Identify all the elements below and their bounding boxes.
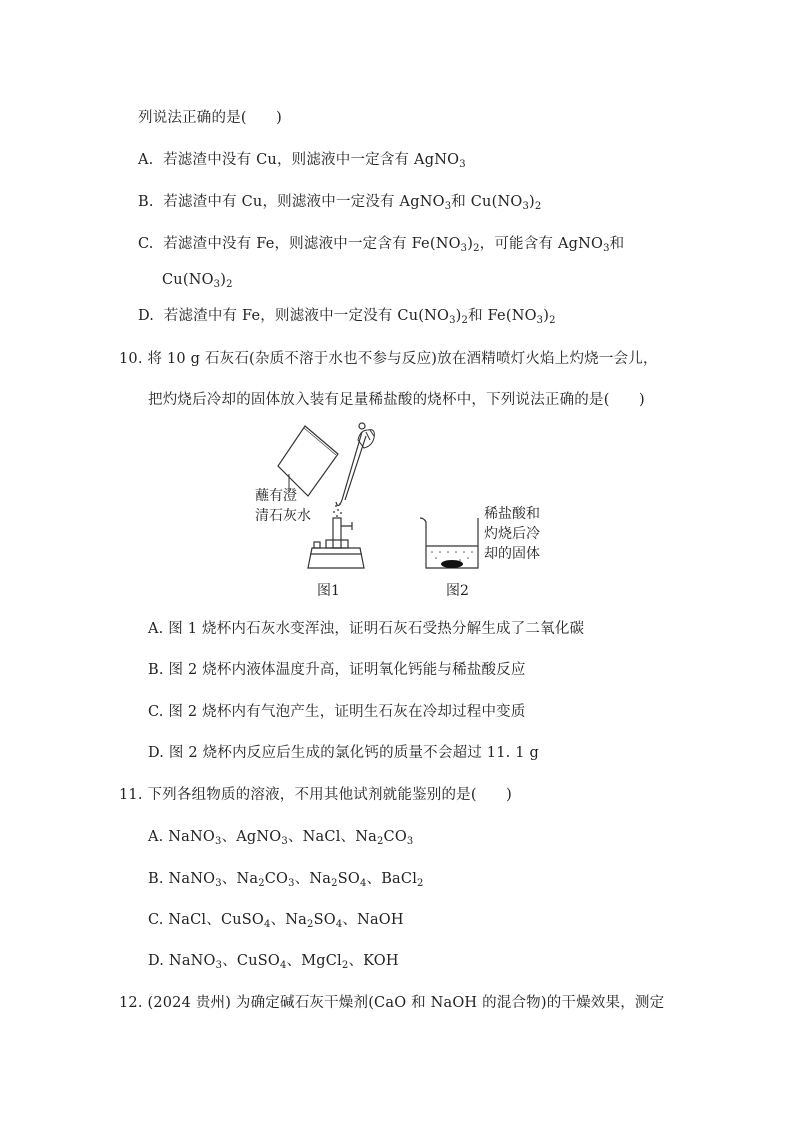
q9-option-c-continued: $Cu(NO_3)_2$ (162, 272, 233, 290)
fig1-label-line2: 清石灰水 (255, 508, 311, 524)
q10-figure (250, 418, 560, 603)
q9-option-c: C. 若滤渣中没有 Fe，则滤液中一定含有 $Fe(NO_3)_2$，可能含有 AgNO$_3$和 (138, 236, 625, 254)
q10-stem-line1: 10. 将 10 g 石灰石(杂质不溶于水也不参与反应)放在酒精喷灯火焰上灼烧一会儿， (119, 351, 658, 367)
q10-option-b: B. 图 2 烧杯内液体温度升高，证明氧化钙能与稀盐酸反应 (148, 662, 526, 678)
fig1-beaker (278, 426, 338, 496)
q10-option-c: C. 图 2 烧杯内有气泡产生，证明生石灰在冷却过程中变质 (148, 704, 526, 720)
fig2-label-line3: 却的固体 (484, 546, 540, 562)
q9-stem-tail: 列说法正确的是( ) (138, 110, 283, 126)
q12-stem: 12. (2024 贵州) 为确定碱石灰干燥剂(CaO 和 NaOH 的混合物)的干燥效果，测定 (119, 995, 665, 1011)
fig2-label-line2: 灼烧后冷 (484, 526, 540, 542)
fig2-solid (441, 560, 463, 568)
fig1-tongs (336, 423, 366, 506)
q9-option-a: A. 若滤渣中没有 Cu，则滤液中一定含有 AgNO$_3$ (138, 152, 466, 170)
q11-option-b: B. NaNO$_3$、$Na_2CO_3$、$Na_2SO_4$、BaCl$_2$ (148, 871, 424, 889)
q10-option-a: A. 图 1 烧杯内石灰水变浑浊，证明石灰石受热分解生成了二氧化碳 (148, 621, 585, 637)
q10-option-d: D. 图 2 烧杯内反应后生成的氯化钙的质量不会超过 11. 1 g (148, 745, 539, 761)
q11-stem: 11. 下列各组物质的溶液，不用其他试剂就能鉴别的是( ) (119, 787, 512, 803)
q11-option-c: C. NaCl、CuSO$_4$、$Na_2SO_4$、NaOH (148, 912, 404, 930)
fig1-caption: 图1 (317, 583, 340, 599)
fig2-liquid (431, 551, 473, 561)
q11-option-a: A. NaNO$_3$、AgNO$_3$、NaCl、$Na_2CO_3$ (148, 829, 414, 847)
fig1-label-line1: 蘸有澄 (255, 488, 297, 504)
q9-option-d: D. 若滤渣中有 Fe，则滤液中一定没有 $Cu(NO_3)_2$和 $Fe(NO_3)_2$ (138, 308, 556, 326)
fig2-caption: 图2 (446, 583, 469, 599)
q10-stem-line2: 把灼烧后冷却的固体放入装有足量稀盐酸的烧杯中，下列说法正确的是( ) (148, 392, 645, 408)
fig1-alcohol-lamp (308, 518, 364, 568)
q9-option-b: B. 若滤渣中有 Cu，则滤液中一定没有 AgNO$_3$和 $Cu(NO_3)_2$ (138, 194, 542, 212)
fig2-label-line1: 稀盐酸和 (484, 506, 540, 522)
q11-option-d: D. NaNO$_3$、CuSO$_4$、MgCl$_2$、KOH (148, 953, 399, 971)
